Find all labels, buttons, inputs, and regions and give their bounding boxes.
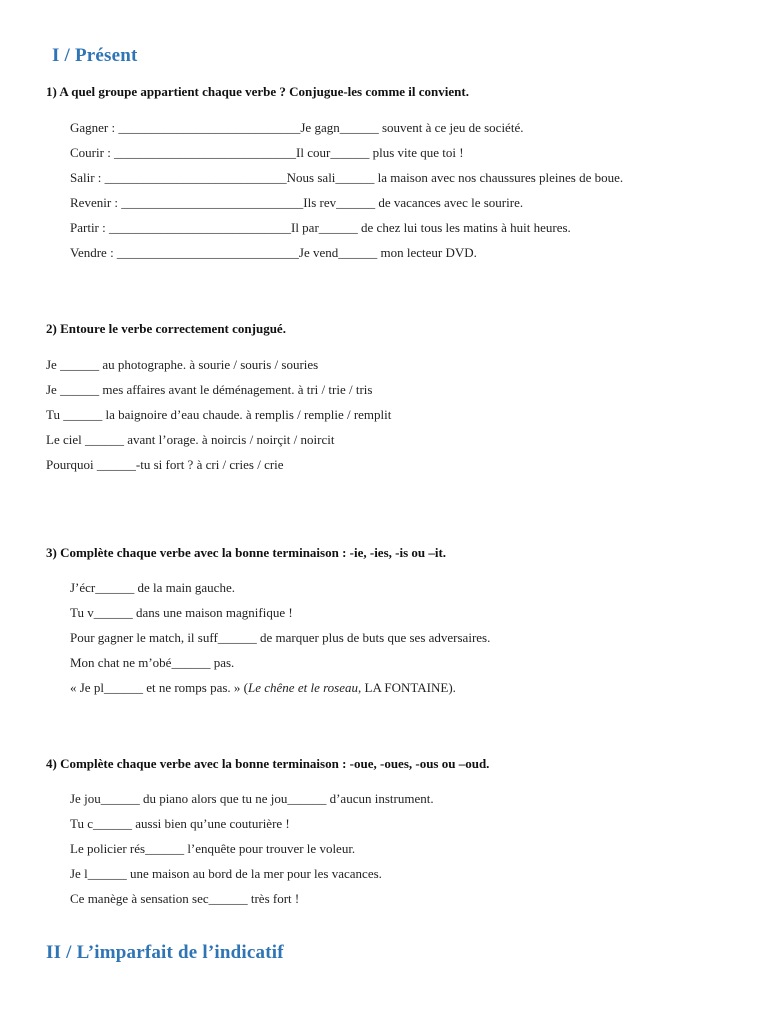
exercise-2-title: 2) Entoure le verbe correctement conjugué. (46, 321, 286, 336)
exercise-2-line: Tu ______ la baignoire d’eau chaude. à remplis / remplie / remplit (46, 407, 392, 422)
section-title-present: I / Présent (52, 45, 138, 66)
quote-text: « Je pl______ et ne romps pas. » ( (70, 680, 249, 695)
exercise-1-title: 1) A quel groupe appartient chaque verbe ? Conjugue-les comme il convient. (46, 84, 469, 99)
exercise-1-line: Courir : ____________________________Il cour______ plus vite que toi ! (70, 145, 464, 160)
quote-author: , LA FONTAINE). (358, 680, 456, 695)
exercise-4-line: Je l______ une maison au bord de la mer pour les vacances. (70, 866, 382, 881)
section-title-imparfait: II / L’imparfait de l’indicatif (46, 942, 284, 963)
exercise-1-line: Vendre : ____________________________Je vend______ mon lecteur DVD. (70, 245, 477, 260)
exercise-3-line: J’écr______ de la main gauche. (70, 580, 235, 595)
exercise-3-line: Mon chat ne m’obé______ pas. (70, 655, 235, 670)
exercise-4-line: Je jou______ du piano alors que tu ne jou______ d’aucun instrument. (70, 791, 434, 806)
exercise-2-line: Le ciel ______ avant l’orage. à noircis / noirçit / noircit (46, 432, 335, 447)
exercise-4-line: Tu c______ aussi bien qu’une couturière ! (70, 816, 290, 831)
exercise-1-line: Salir : ____________________________Nous sali______ la maison avec nos chaussures pleines de boue. (70, 170, 624, 185)
exercise-4-line: Ce manège à sensation sec______ très fort ! (70, 891, 300, 906)
exercise-1-line: Gagner : ____________________________Je gagn______ souvent à ce jeu de société. (70, 120, 524, 135)
exercise-3-line: Tu v______ dans une maison magnifique ! (70, 605, 293, 620)
exercise-2-line: Je ______ au photographe. à sourie / souris / souries (46, 357, 319, 372)
exercise-2-line: Je ______ mes affaires avant le déménagement. à tri / trie / tris (46, 382, 373, 397)
quote-work-title: Le chêne et le roseau (248, 680, 358, 695)
exercise-4-line: Le policier rés______ l’enquête pour trouver le voleur. (70, 841, 356, 856)
exercise-1-line: Revenir : ____________________________Ils rev______ de vacances avec le sourire. (70, 195, 524, 210)
exercise-3-line: Pour gagner le match, il suff______ de marquer plus de buts que ses adversaires. (70, 630, 491, 645)
exercise-3-quote (70, 680, 456, 696)
exercise-2-line: Pourquoi ______-tu si fort ? à cri / cries / crie (46, 457, 284, 472)
exercise-4-title: 4) Complète chaque verbe avec la bonne terminaison : -oue, -oues, -ous ou –oud. (46, 756, 490, 771)
exercise-3-title: 3) Complète chaque verbe avec la bonne terminaison : -ie, -ies, -is ou –it. (46, 545, 447, 560)
exercise-1-line: Partir : ____________________________Il par______ de chez lui tous les matins à huit heures. (70, 220, 571, 235)
